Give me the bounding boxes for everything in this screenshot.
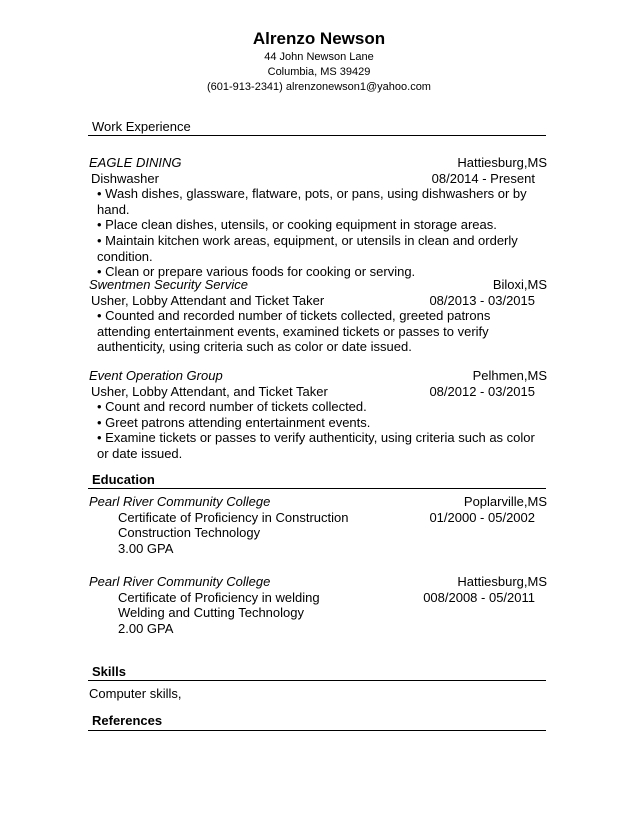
education-entry — [89, 574, 547, 636]
gpa: 2.00 GPA — [118, 620, 174, 636]
job-duty: • Wash dishes, glassware, flatware, pots, or pans, using dishwashers or by hand. — [97, 186, 547, 217]
job-duty: • Examine tickets or passes to verify authenticity, using criteria such as color or date issued. — [97, 430, 547, 461]
job-duty: • Clean or prepare various foods for cooking or serving. — [97, 264, 547, 280]
job-entry — [89, 277, 547, 355]
education-entry — [89, 494, 547, 556]
gpa: 3.00 GPA — [118, 540, 174, 556]
job-entry — [89, 368, 547, 462]
work-experience-heading: Work Experience — [92, 119, 191, 134]
education-rule — [88, 488, 546, 489]
candidate-name: Alrenzo Newson — [252, 29, 386, 48]
job-employer: EAGLE DINING — [89, 155, 182, 170]
job-dates: 08/2013 - 03/2015 — [429, 292, 535, 308]
education-dates: 008/2008 - 05/2011 — [423, 589, 535, 605]
school-name: Pearl River Community College — [89, 494, 271, 509]
job-employer: Event Operation Group — [89, 368, 223, 383]
references-heading: References — [92, 713, 163, 728]
job-location: Hattiesburg,MS — [457, 155, 547, 170]
job-entry — [89, 155, 547, 280]
skills-text: Computer skills, — [89, 686, 182, 701]
job-location: Pelhmen,MS — [472, 368, 547, 383]
job-role: Usher, Lobby Attendant, and Ticket Taker — [91, 383, 328, 399]
references-rule — [88, 730, 546, 731]
job-dates: 08/2014 - Present — [431, 170, 535, 186]
school-location: Hattiesburg,MS — [457, 574, 547, 589]
certificate-name: Certificate of Proficiency in welding — [118, 589, 320, 605]
program-name: Construction Technology — [118, 525, 261, 541]
job-employer: Swentmen Security Service — [89, 277, 248, 292]
education-heading: Education — [92, 472, 155, 487]
job-role: Dishwasher — [91, 170, 159, 186]
job-duty: • Greet patrons attending entertainment events. — [97, 415, 547, 431]
job-duties — [89, 186, 547, 280]
skills-heading: Skills — [92, 664, 126, 679]
address-line-2: Columbia, MS 39429 — [267, 66, 371, 78]
school-location: Poplarville,MS — [463, 494, 547, 509]
resume-header — [0, 28, 638, 95]
certificate-name: Certificate of Proficiency in Construction — [118, 509, 349, 525]
school-name: Pearl River Community College — [89, 574, 271, 589]
address-line-1: 44 John Newson Lane — [264, 51, 374, 63]
job-role: Usher, Lobby Attendant and Ticket Taker — [91, 292, 325, 308]
job-duty: • Place clean dishes, utensils, or cooking equipment in storage areas. — [97, 217, 547, 233]
job-duty: • Count and record number of tickets collected. — [97, 399, 547, 415]
job-location: Biloxi,MS — [492, 277, 547, 292]
skills-rule — [88, 680, 546, 681]
job-duties — [89, 308, 547, 355]
job-duty: • Counted and recorded number of tickets collected, greeted patrons attending entertainment events, examined tickets or passes to verify authenticity, using criteria such as color or date issued. — [97, 308, 547, 355]
contact-line: (601-913-2341) alrenzonewson1@yahoo.com — [207, 81, 431, 93]
education-dates: 01/2000 - 05/2002 — [429, 509, 535, 525]
job-duties — [89, 399, 547, 461]
work-experience-rule — [88, 135, 546, 136]
program-name: Welding and Cutting Technology — [118, 605, 304, 621]
job-dates: 08/2012 - 03/2015 — [429, 383, 535, 399]
job-duty: • Maintain kitchen work areas, equipment, or utensils in clean and orderly condition. — [97, 233, 547, 264]
